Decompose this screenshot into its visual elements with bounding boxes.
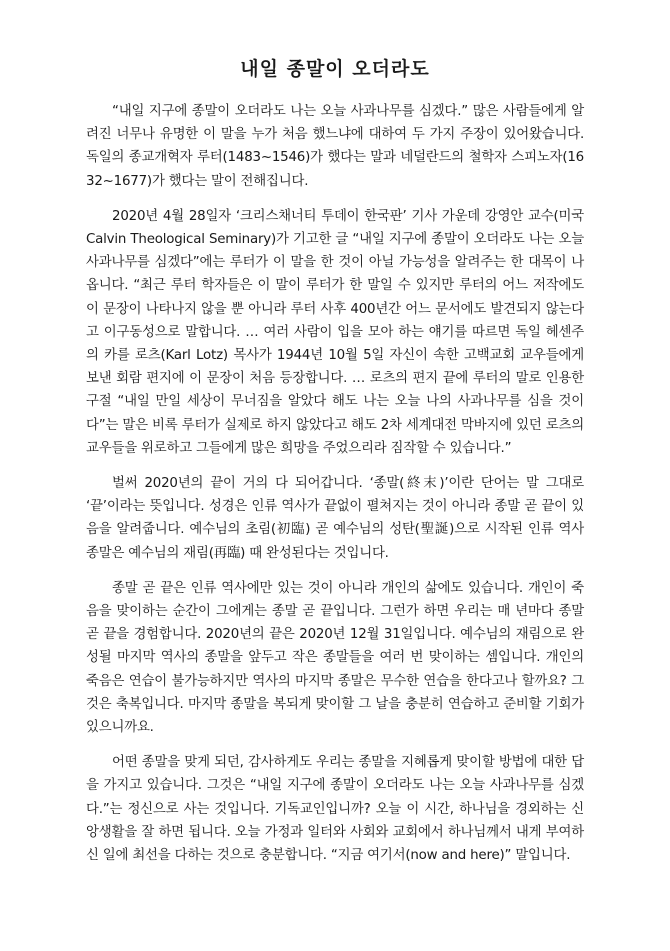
paragraph-3: 벌써 2020년의 끝이 거의 다 되어갑니다. ‘종말(終末)’이란 단어는 말 그대로 ‘끝’이라는 뜻입니다. 성경은 인류 역사가 끝없이 펼쳐지는 것이 아니라 종말 곧 끝이 있음을 알려줍니다. 예수님의 초림(初臨) 곧 예수님의 성탄(聖誕)으로 시작된 인류 역사 종말은 예수님의 재림(再臨) 때 완성된다는 것입니다.	[86, 476, 584, 561]
paragraph-5: 어떤 종말을 맞게 되던, 감사하게도 우리는 종말을 지혜롭게 맞이할 방법에 대한 답을 가지고 있습니다. 그것은 “내일 지구에 종말이 오더라도 나는 오늘 사과나무를 심겠다.”는 정신으로 사는 것입니다. 기독교인입니까? 오늘 이 시간, 하나님을 경외하는 신앙생활을 잘 하면 됩니다. 오늘 가정과 일터와 사회와 교회에서 하나님께서 내게 부여하신 일에 최선을 다하는 것으로 충분합니다. “지금 여기서(now and here)” 말입니다.	[86, 755, 584, 864]
paragraph-1: “내일 지구에 종말이 오더라도 나는 오늘 사과나무를 심겠다.” 많은 사람들에게 알려진 너무나 유명한 이 말을 누가 처음 했느냐에 대하여 두 가지 주장이 있어왔습니다. 독일의 종교개혁자 루터(1483~1546)가 했다는 말과 네덜란드의 철학자 스피노자(1632~1677)가 했다는 말이 전해집니다.	[86, 104, 584, 189]
paragraph-4: 종말 곧 끝은 인류 역사에만 있는 것이 아니라 개인의 삶에도 있습니다. 개인이 죽음을 맞이하는 순간이 그에게는 종말 곧 끝입니다. 그런가 하면 우리는 매 년마다 종말 곧 끝을 경험합니다. 2020년의 끝은 2020년 12월 31일입니다. 예수님의 재림으로 완성될 마지막 역사의 종말을 앞두고 작은 종말들을 여러 번 맞이하는 셈입니다. 개인의 죽음은 연습이 불가능하지만 역사의 마지막 종말은 무수한 연습을 한다고나 할까요? 그것은 축복입니다. 마지막 종말을 복되게 맞이할 그 날을 충분히 연습하고 준비할 기회가 있으니까요.	[86, 580, 584, 736]
document-page	[86, 54, 584, 879]
paragraph-2: 2020년 4월 28일자 ‘크리스채너티 투데이 한국판’ 기사 가운데 강영안 교수(미국 Calvin Theological Seminary)가 기고한 글 “내일 지구에 종말이 오더라도 나는 오늘 사과나무를 심겠다”에는 루터가 이 말을 한 것이 아닐 가능성을 알려주는 한 대목이 나옵니다. “최근 루터 학자들은 이 말이 루터가 한 말일 수 있지만 루터의 어느 저작에도 이 문장이 나타나지 않을 뿐 아니라 루터 사후 400년간 어느 문서에도 발견되지 않는다고 이구동성으로 말합니다. … 여러 사람이 입을 모아 하는 얘기를 따르면 독일 헤센주의 카를 로츠(Karl Lotz) 목사가 1944년 10월 5일 자신이 속한 고백교회 교우들에게 보낸 회람 편지에 이 문장이 처음 등장합니다. … 로츠의 편지 끝에 루터의 말로 인용한 구절 “내일 만일 세상이 무너짐을 알았다 해도 나는 오늘 나의 사과나무를 심을 것이다”는 말은 비록 루터가 실제로 하지 않았다고 해도 2차 세계대전 막바지에 있던 로츠의 교우들을 위로하고 그들에게 많은 희망을 주었으리라 짐작할 수 있습니다.”	[86, 208, 584, 456]
document-title: 내일 종말이 오더라도	[240, 58, 430, 80]
